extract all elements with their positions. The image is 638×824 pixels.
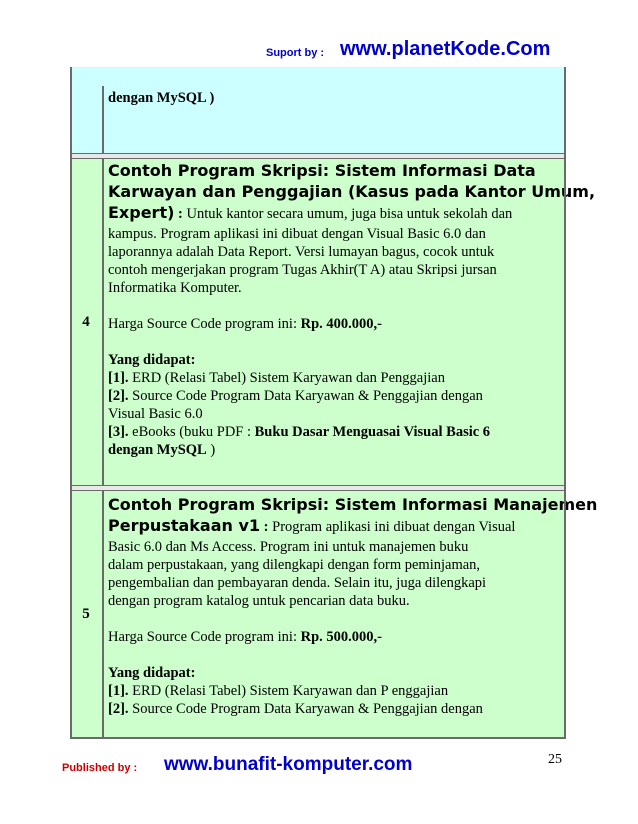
price-label: Harga Source Code program ini:	[108, 629, 301, 645]
item-number: [1].	[108, 683, 129, 699]
row-content	[108, 159, 596, 485]
got-label: Yang didapat:	[108, 665, 196, 681]
published-label: Published by :	[62, 762, 138, 774]
item-bold-text: dengan MySQL	[108, 442, 207, 458]
item-number: [3].	[108, 424, 129, 440]
item-text: ERD (Relasi Tabel) Sistem Karyawan dan Penggajian	[128, 370, 445, 386]
row-number: 4	[82, 313, 90, 330]
list-item-continued	[108, 441, 562, 459]
item-number: [1].	[108, 370, 129, 386]
list-item	[108, 387, 562, 405]
header-site-link[interactable]: www.planetKode.Com	[340, 38, 551, 60]
list-item	[108, 369, 562, 387]
item-number: [2].	[108, 701, 129, 717]
program-desc-line: dalam perpustakaan, yang dilengkapi dengan form peminjaman,	[108, 557, 481, 573]
price-line	[108, 315, 562, 333]
program-desc-line: laporannya adalah Data Report. Versi lumayan bagus, cocok untuk	[108, 244, 495, 260]
colon: :	[174, 206, 187, 222]
list-item	[108, 423, 562, 441]
price-line	[108, 628, 562, 646]
program-desc-line: Informatika Komputer.	[108, 280, 242, 296]
program-desc-line	[108, 202, 562, 225]
footer-site-link[interactable]: www.bunafit-komputer.com	[164, 754, 413, 775]
page-number: 25	[548, 752, 562, 767]
program-desc-line: contoh mengerjakan program Tugas Akhir(T A) atau Skripsi jursan	[108, 262, 497, 278]
price-value: Rp. 400.000,-	[300, 316, 382, 332]
support-label: Suport by :	[266, 47, 325, 59]
program-title-end: Expert)	[108, 203, 175, 222]
program-title-line: Contoh Program Skripsi: Sistem Informasi Data	[108, 161, 536, 180]
spacer	[108, 333, 562, 351]
spacer	[108, 610, 562, 628]
list-item	[108, 682, 562, 700]
program-desc-line	[108, 515, 562, 538]
row-3-top	[70, 67, 566, 86]
row-content	[108, 86, 562, 156]
item-text: Source Code Program Data Karyawan & Penggajian dengan	[128, 701, 483, 717]
program-title-line: Contoh Program Skripsi: Sistem Informasi Manajemen	[108, 495, 598, 514]
row-number: 5	[82, 606, 90, 622]
program-title-line: Karwayan dan Penggajian (Kasus pada Kantor Umum,	[108, 182, 596, 201]
spacer	[108, 297, 562, 315]
table-row-3	[70, 86, 566, 156]
list-item	[108, 700, 562, 718]
row-text-line: dengan MySQL )	[108, 90, 215, 106]
program-desc-line: dengan program katalog untuk pencarian data buku.	[108, 593, 410, 609]
row-number-cell	[70, 86, 104, 156]
desc-text: Program aplikasi ini dibuat dengan Visual	[272, 519, 516, 535]
program-desc-line: Basic 6.0 dan Ms Access. Program ini untuk manajemen buku	[108, 539, 469, 555]
spacer	[108, 646, 562, 664]
item-text: eBooks (buku PDF :	[128, 424, 255, 440]
price-value: Rp. 500.000,-	[300, 629, 382, 645]
list-item-continued: Visual Basic 6.0	[108, 406, 203, 422]
item-text: ERD (Relasi Tabel) Sistem Karyawan dan P enggajian	[128, 683, 449, 699]
table-bottom-rule	[70, 737, 566, 739]
table-row-4	[70, 159, 596, 485]
row-number-cell	[70, 159, 104, 485]
item-text: Source Code Program Data Karyawan & Penggajian dengan	[128, 388, 483, 404]
page-header	[0, 38, 638, 66]
program-desc-line: pengembalian dan pembayaran denda. Selain itu, juga dilengkapi	[108, 575, 487, 591]
program-desc-line: kampus. Program aplikasi ini dibuat dengan Visual Basic 6.0 dan	[108, 226, 486, 242]
item-text: )	[206, 442, 216, 458]
price-label: Harga Source Code program ini:	[108, 316, 301, 332]
item-number: [2].	[108, 388, 129, 404]
colon: :	[260, 519, 273, 535]
table-row-5	[70, 491, 598, 738]
row-number-cell	[70, 491, 104, 738]
desc-text: Untuk kantor secara umum, juga bisa untuk sekolah dan	[186, 206, 513, 222]
program-title-end: Perpustakaan v1	[108, 516, 261, 535]
got-label: Yang didapat:	[108, 352, 196, 368]
item-bold-text: Buku Dasar Menguasai Visual Basic 6	[254, 424, 491, 440]
row-content	[108, 491, 598, 738]
